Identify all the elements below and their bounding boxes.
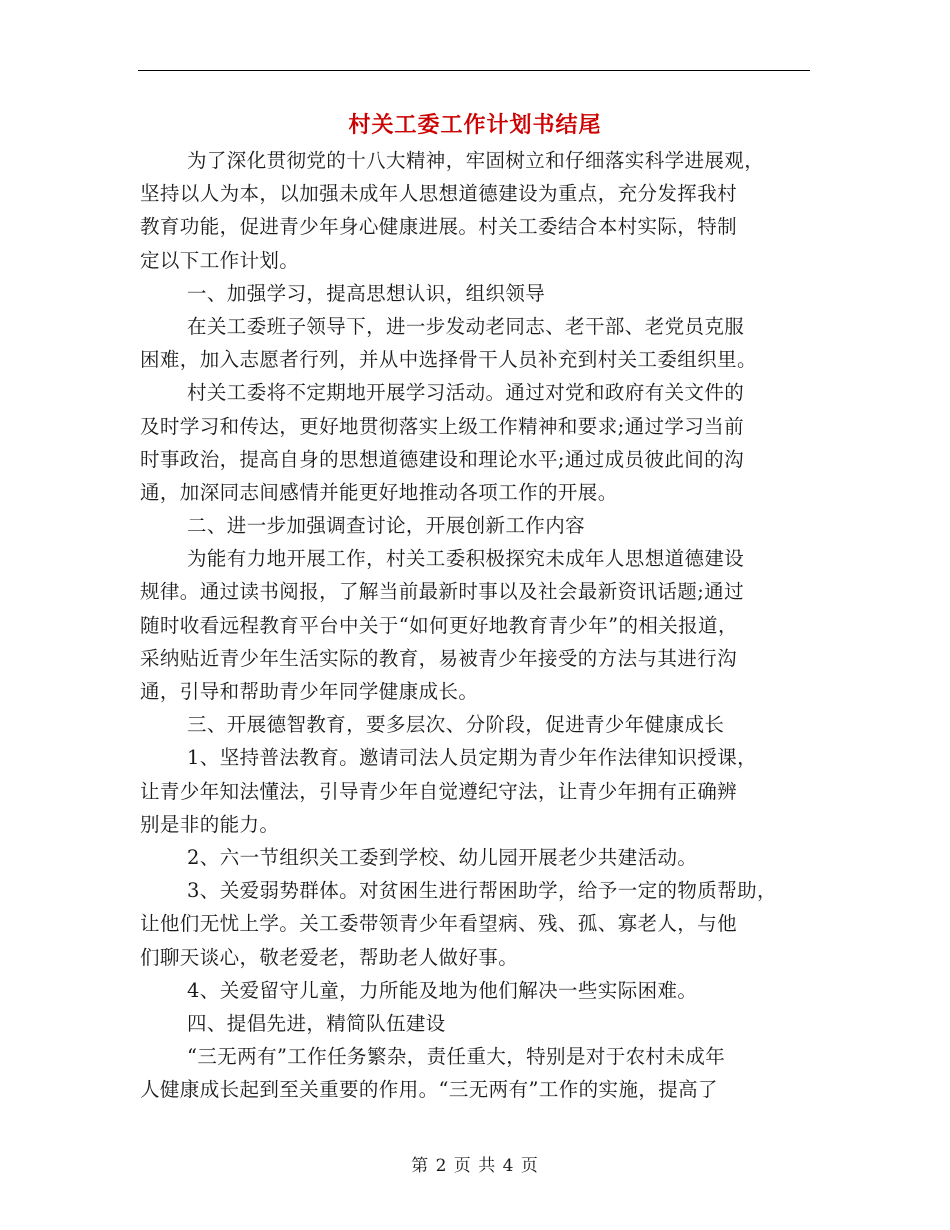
- paragraph-line-first: “三无两有”工作任务繁杂，责任重大，特别是对于农村未成年: [187, 1045, 726, 1069]
- paragraph-line: 让他们无忧上学。关工委带领青少年看望病、残、孤、寡老人，与他: [140, 912, 738, 936]
- paragraph-line-first: 4、关爱留守儿童，力所能及地为他们解决一些实际困难。: [187, 978, 698, 1002]
- paragraph-line-first: 2、六一节组织关工委到学校、幼儿园开展老少共建活动。: [187, 845, 698, 869]
- paragraph-line-first: 3、关爱弱势群体。对贫困生进行帮困助学，给予一定的物质帮助，: [187, 879, 777, 903]
- paragraph-line-first: 二、进一步加强调查讨论，开展创新工作内容: [187, 514, 586, 538]
- paragraph-line: 通，引导和帮助青少年同学健康成长。: [140, 680, 479, 703]
- paragraph-line: 定以下工作计划。: [140, 248, 300, 272]
- paragraph-line: 通，加深同志间感情并能更好地推动各项工作的开展。: [140, 480, 618, 504]
- paragraph-line: 人健康成长起到至关重要的作用。“三无两有”工作的实施，提高了: [140, 1078, 718, 1102]
- paragraph-line: 别是非的能力。: [140, 812, 280, 836]
- paragraph-line: 们聊天谈心，敬老爱老，帮助老人做好事。: [140, 945, 519, 969]
- paragraph-line: 坚持以人为本，以加强未成年人思想道德建设为重点，充分发挥我村: [140, 182, 738, 206]
- header-rule: [138, 70, 810, 71]
- paragraph-line: 随时收看远程教育平台中关于“如何更好地教育青少年”的相关报道，: [140, 613, 738, 637]
- paragraph-line-first: 在关工委班子领导下，进一步发动老同志、老干部、老党员克服: [187, 314, 745, 338]
- paragraph-line: 规律。通过读书阅报，了解当前最新时事以及社会最新资讯话题;通过: [140, 580, 744, 604]
- paragraph-line-first: 为了深化贯彻党的十八大精神，牢固树立和仔细落实科学进展观，: [187, 149, 765, 172]
- document-title: 村关工委工作计划书结尾: [348, 112, 602, 138]
- paragraph-line: 让青少年知法懂法，引导青少年自觉遵纪守法，让青少年拥有正确辨: [140, 779, 738, 803]
- paragraph-line-first: 为能有力地开展工作，村关工委积极探究未成年人思想道德建设: [187, 547, 745, 571]
- paragraph-line-first: 三、开展德智教育，要多层次、分阶段，促进青少年健康成长: [187, 713, 725, 737]
- paragraph-line: 困难，加入志愿者行列，并从中选择骨干人员补充到村关工委组织里。: [140, 348, 757, 372]
- paragraph-line-first: 村关工委将不定期地开展学习活动。通过对党和政府有关文件的: [187, 381, 745, 405]
- paragraph-line: 教育功能，促进青少年身心健康进展。村关工委结合本村实际，特制: [140, 215, 738, 239]
- page-footer: 第 2 页 共 4 页: [411, 1156, 539, 1176]
- paragraph-line: 及时学习和传达，更好地贯彻落实上级工作精神和要求;通过学习当前: [140, 414, 744, 438]
- paragraph-line: 时事政治，提高自身的思想道德建设和理论水平;通过成员彼此间的沟: [140, 447, 744, 471]
- paragraph-line-first: 四、提倡先进，精简队伍建设: [187, 1011, 446, 1035]
- paragraph-line: 采纳贴近青少年生活实际的教育，易被青少年接受的方法与其进行沟: [140, 646, 738, 670]
- paragraph-line-first: 1、坚持普法教育。邀请司法人员定期为青少年作法律知识授课，: [187, 746, 758, 770]
- document-body: [140, 144, 808, 1106]
- paragraph-line-first: 一、加强学习，提高思想认识，组织领导: [187, 281, 546, 305]
